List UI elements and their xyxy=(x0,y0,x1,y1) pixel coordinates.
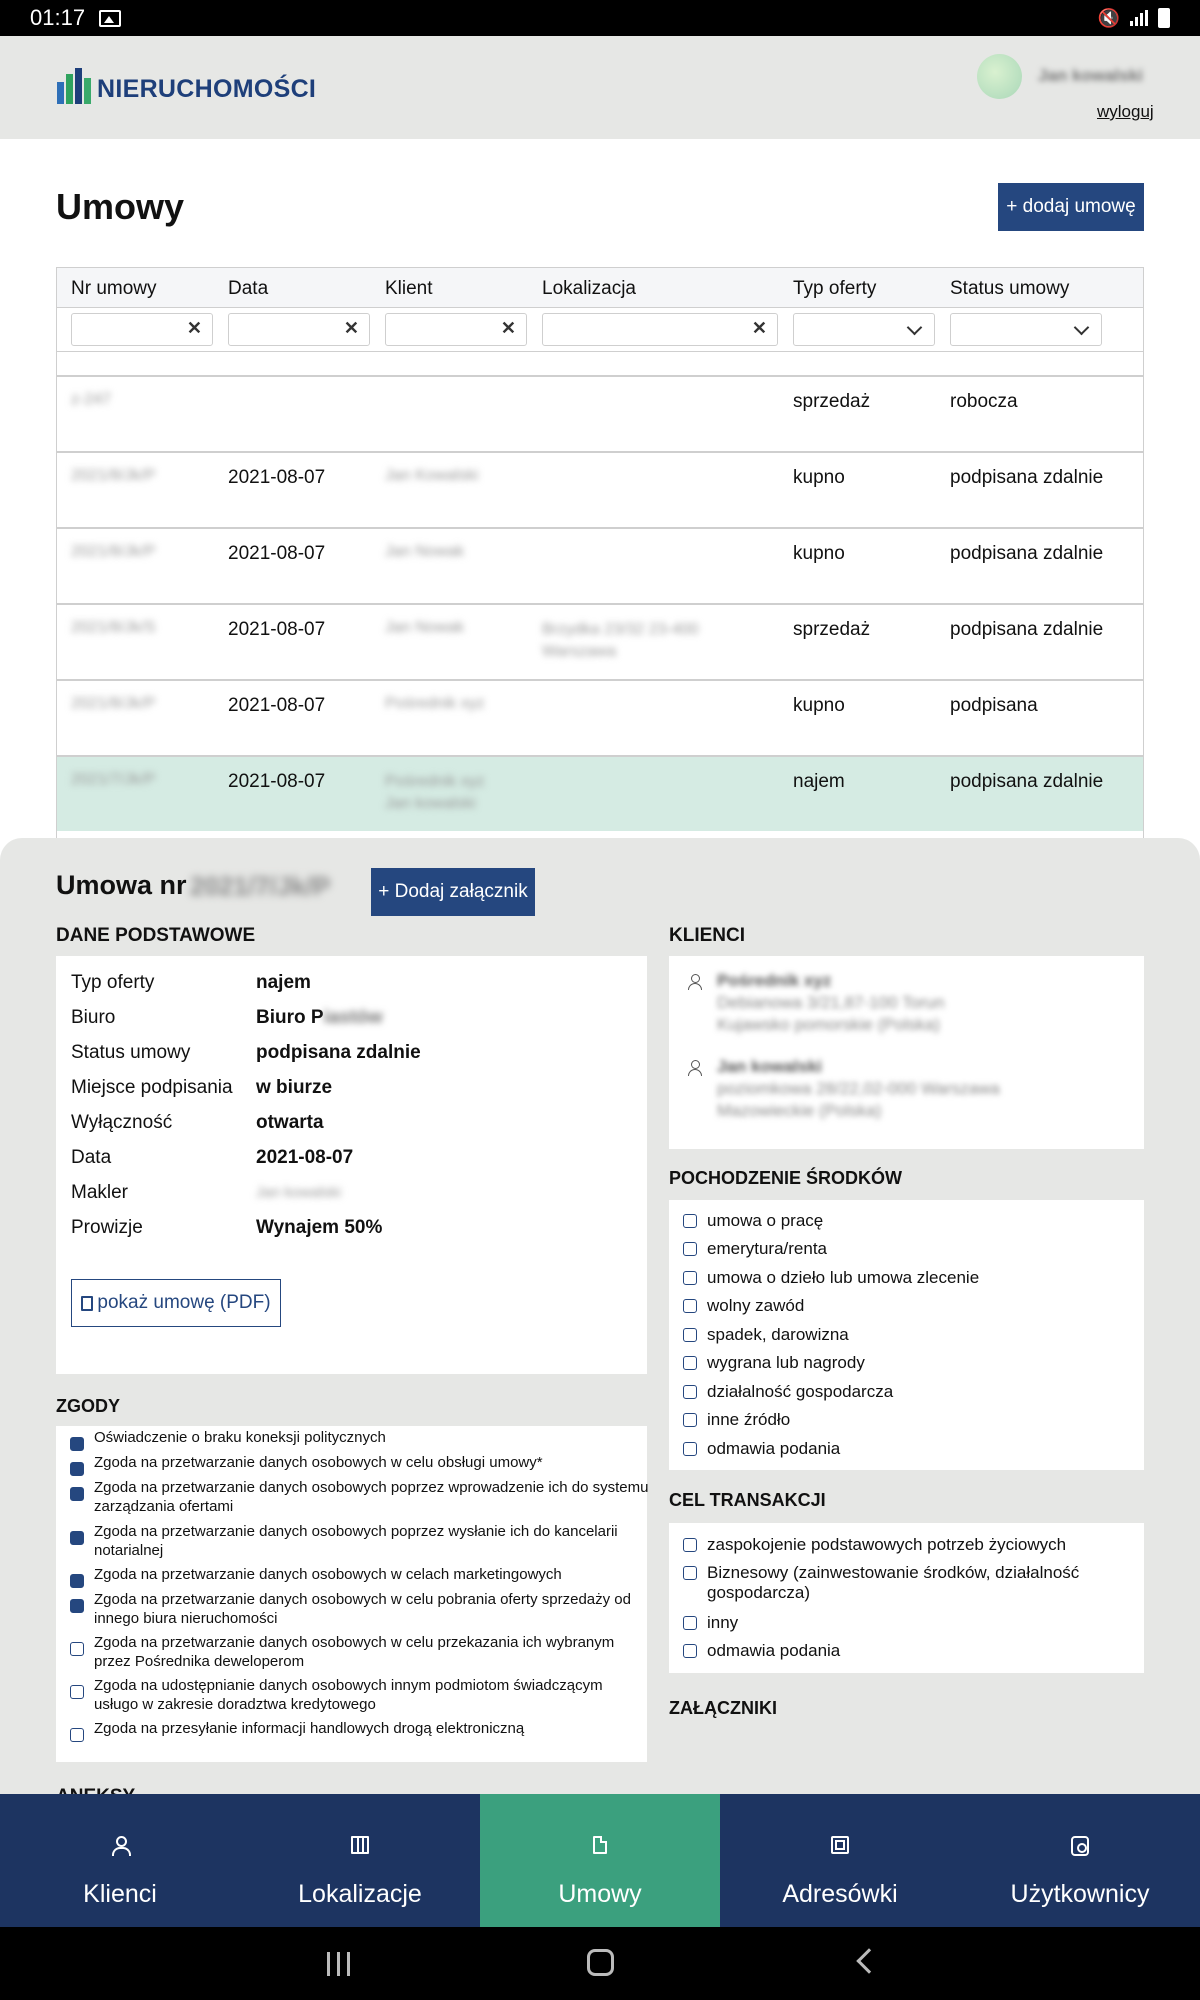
basic-key: Data xyxy=(71,1147,112,1168)
person-icon xyxy=(111,1836,129,1854)
app-header xyxy=(0,36,1200,139)
nav-item-klienci[interactable] xyxy=(0,1794,240,1927)
funds-label: wolny zawód xyxy=(707,1296,805,1315)
cell-nr: 2021/8/Jk/P xyxy=(71,543,156,560)
client-address: Debianowa 3/21,87-100 Torun xyxy=(717,993,945,1012)
cell-date: 2021-08-07 xyxy=(228,771,326,792)
consent-item[interactable] xyxy=(70,1478,650,1516)
purpose-option[interactable] xyxy=(683,1641,1123,1661)
contracts-table xyxy=(56,267,1144,839)
checkbox[interactable] xyxy=(683,1214,697,1228)
cell-offer-type: kupno xyxy=(793,543,845,564)
cell-date: 2021-08-07 xyxy=(228,695,326,716)
nav-label: Lokalizacje xyxy=(298,1880,422,1908)
recent-apps-icon[interactable] xyxy=(327,1952,350,1976)
cell-offer-type: sprzedaż xyxy=(793,619,871,640)
signal-icon xyxy=(1130,10,1148,26)
cell-nr: z-247 xyxy=(71,391,112,408)
clear-icon[interactable]: ✕ xyxy=(500,318,516,338)
cell-status: podpisana xyxy=(950,695,1038,716)
cell-client: Jan Nowak xyxy=(385,619,465,636)
table-row[interactable] xyxy=(57,375,1143,451)
column-header-location[interactable]: Lokalizacja xyxy=(542,278,636,299)
nav-label: Klienci xyxy=(83,1880,157,1908)
filter-status-select[interactable] xyxy=(950,313,1102,346)
checkbox[interactable] xyxy=(683,1299,697,1313)
consent-label: Zgoda na przetwarzanie danych osobowych w celu przekazania ich wybranym przez Pośrednika deweloperom xyxy=(94,1634,615,1670)
checkbox[interactable] xyxy=(70,1487,84,1501)
consent-label: Zgoda na przetwarzanie danych osobowych w celu obsługi umowy* xyxy=(94,1454,543,1471)
attachments-heading: ZAŁĄCZNIKI xyxy=(669,1698,777,1718)
consent-label: Zgoda na przetwarzanie danych osobowych poprzez wprowadzenie ich do systemu zarządzania ofertami xyxy=(94,1479,649,1515)
basic-value: Jan kowalski xyxy=(256,1184,342,1201)
nav-label: Użytkownicy xyxy=(1010,1880,1150,1908)
purpose-label: odmawia podania xyxy=(707,1641,841,1660)
cell-offer-type: kupno xyxy=(793,695,845,716)
filter-client-input[interactable] xyxy=(385,313,527,346)
cell-status: robocza xyxy=(950,391,1018,412)
gallery-notification-icon xyxy=(99,10,121,27)
checkbox[interactable] xyxy=(70,1685,84,1699)
checkbox[interactable] xyxy=(683,1616,697,1630)
person-icon xyxy=(687,1060,703,1076)
nav-label: Umowy xyxy=(558,1880,642,1908)
checkbox[interactable] xyxy=(683,1242,697,1256)
consent-item[interactable] xyxy=(70,1590,650,1628)
client-info xyxy=(717,970,944,1036)
funds-label: umowa o pracę xyxy=(707,1211,824,1230)
consent-label: Zgoda na przetwarzanie danych osobowych poprzez wysłanie ich do kancelarii notarialnej xyxy=(94,1523,618,1559)
cell-status: podpisana zdalnie xyxy=(950,467,1104,488)
purpose-option[interactable] xyxy=(683,1613,1123,1633)
cell-status: podpisana zdalnie xyxy=(950,771,1104,792)
basic-value: podpisana zdalnie xyxy=(256,1042,421,1063)
person-icon xyxy=(687,974,703,990)
bottom-navigation xyxy=(0,1794,1200,1927)
checkbox[interactable] xyxy=(70,1531,84,1545)
status-time: 01:17 xyxy=(30,5,86,30)
status-bar xyxy=(0,0,1200,36)
funds-label: odmawia podania xyxy=(707,1439,841,1458)
funds-option[interactable] xyxy=(683,1353,1123,1373)
checkbox[interactable] xyxy=(683,1413,697,1427)
table-row[interactable] xyxy=(57,679,1143,755)
basic-key: Makler xyxy=(71,1182,129,1203)
show-pdf-button[interactable] xyxy=(71,1279,281,1327)
filter-location-input[interactable] xyxy=(542,313,778,346)
filter-date-input[interactable] xyxy=(228,313,370,346)
page-title: Umowy xyxy=(56,186,185,227)
purpose-label: Biznesowy (zainwestowanie środków, działalność gospodarcza) xyxy=(707,1563,1080,1602)
funds-option[interactable] xyxy=(683,1439,1123,1459)
funds-heading: POCHODZENIE ŚRODKÓW xyxy=(669,1168,903,1188)
battery-icon xyxy=(1158,8,1170,28)
consent-label: Oświadczenie o braku koneksji politycznych xyxy=(94,1429,386,1446)
column-header-status[interactable]: Status umowy xyxy=(950,278,1070,299)
cell-status: podpisana zdalnie xyxy=(950,619,1104,640)
table-row[interactable] xyxy=(57,527,1143,603)
client-info xyxy=(717,1056,1000,1122)
brand-logo[interactable] xyxy=(57,68,316,104)
checkbox[interactable] xyxy=(683,1271,697,1285)
consent-item[interactable] xyxy=(70,1522,650,1560)
checkbox[interactable] xyxy=(683,1356,697,1370)
chevron-down-icon xyxy=(1074,320,1090,336)
funds-label: wygrana lub nagrody xyxy=(707,1353,865,1372)
table-row[interactable] xyxy=(57,603,1143,679)
purpose-label: inny xyxy=(707,1613,739,1632)
clear-icon[interactable]: ✕ xyxy=(751,318,767,338)
funds-label: spadek, darowizna xyxy=(707,1325,849,1344)
client-entry[interactable] xyxy=(687,1056,1000,1122)
funds-label: działalność gospodarcza xyxy=(707,1382,894,1401)
checkbox[interactable] xyxy=(70,1437,84,1451)
funds-label: emerytura/renta xyxy=(707,1239,827,1258)
basic-value: Wynajem 50% xyxy=(256,1217,383,1238)
cell-nr: 2021/8/Jk/S xyxy=(71,619,156,636)
checkbox[interactable] xyxy=(683,1566,697,1580)
logout-link[interactable]: wyloguj xyxy=(1097,102,1154,121)
cell-date: 2021-08-07 xyxy=(228,467,326,488)
nav-item-uzytkownicy[interactable] xyxy=(960,1794,1200,1927)
client-entry[interactable] xyxy=(687,970,944,1036)
basic-key: Biuro xyxy=(71,1007,116,1028)
funds-option[interactable] xyxy=(683,1239,1123,1259)
checkbox[interactable] xyxy=(70,1728,84,1742)
cell-client: Pośrednik xyz Jan kowalski xyxy=(385,773,485,812)
funds-label: inne źródło xyxy=(707,1410,791,1429)
basic-value: Biuro Piastów xyxy=(256,1007,383,1028)
cell-nr: 2021/8/Jk/P xyxy=(71,467,156,484)
details-title: Umowa nr xyxy=(56,870,187,900)
basic-data-card xyxy=(56,956,647,1374)
basic-data-heading: DANE PODSTAWOWE xyxy=(56,925,256,946)
checkbox[interactable] xyxy=(70,1462,84,1476)
consent-label: Zgoda na przesyłanie informacji handlowych drogą elektroniczną xyxy=(94,1720,525,1737)
consent-item[interactable] xyxy=(70,1719,650,1742)
filter-row xyxy=(57,308,1143,351)
checkbox[interactable] xyxy=(683,1328,697,1342)
consent-label: Zgoda na przetwarzanie danych osobowych w celu pobrania oferty sprzedaży od innego biura nieruchomości xyxy=(94,1591,631,1627)
purpose-heading: CEL TRANSAKCJI xyxy=(669,1490,826,1510)
basic-key: Miejsce podpisania xyxy=(71,1077,233,1098)
cell-nr: 2021/8/Jk/P xyxy=(71,695,156,712)
purpose-card xyxy=(669,1523,1144,1673)
purpose-label: zaspokojenie podstawowych potrzeb życiowych xyxy=(707,1535,1067,1554)
consent-item[interactable] xyxy=(70,1565,650,1588)
client-name: Pośrednik xyz xyxy=(717,971,832,990)
consent-item[interactable] xyxy=(70,1633,650,1671)
cell-offer-type: najem xyxy=(793,771,845,792)
purpose-option[interactable] xyxy=(683,1563,1123,1603)
logo-icon xyxy=(57,68,91,104)
cell-status: podpisana zdalnie xyxy=(950,543,1104,564)
user-name: Jan kowalski xyxy=(1038,66,1143,85)
consent-item[interactable] xyxy=(70,1676,650,1714)
brand-name: NIERUCHOMOŚCI xyxy=(97,75,317,103)
filter-nr-input[interactable] xyxy=(71,313,213,346)
cell-client: Jan Kowalski xyxy=(385,467,479,484)
show-pdf-label: pokaż umowę (PDF) xyxy=(97,1292,271,1313)
funds-card xyxy=(669,1200,1144,1470)
consent-item[interactable] xyxy=(70,1428,650,1451)
mute-icon: 🔇 xyxy=(1097,7,1120,28)
consents-heading: ZGODY xyxy=(56,1396,121,1416)
basic-value: otwarta xyxy=(256,1112,324,1133)
clear-icon[interactable]: ✕ xyxy=(343,318,359,338)
consent-label: Zgoda na udostępnianie danych osobowych innym podmiotom świadczącym usługo w zakresie doradztwa kredytowego xyxy=(94,1677,603,1713)
clients-heading: KLIENCI xyxy=(669,925,745,946)
cell-client: Jan Nowak xyxy=(385,543,465,560)
basic-key: Typ oferty xyxy=(71,972,155,993)
address-icon xyxy=(831,1836,849,1854)
cell-offer-type: kupno xyxy=(793,467,845,488)
column-header-offer-type[interactable]: Typ oferty xyxy=(793,278,877,299)
checkbox[interactable] xyxy=(70,1642,84,1656)
cell-date: 2021-08-07 xyxy=(228,543,326,564)
funds-option[interactable] xyxy=(683,1296,1123,1316)
basic-key: Wyłączność xyxy=(71,1112,173,1133)
gear-icon xyxy=(1071,1836,1089,1856)
cell-location: Brzydka 23/32 23-400 Warszawa xyxy=(542,621,699,660)
cell-offer-type: sprzedaż xyxy=(793,391,871,412)
cell-nr: 2021/7/Jk/P xyxy=(71,771,156,788)
system-navigation-bar xyxy=(0,1927,1200,2000)
status-icons xyxy=(1098,8,1170,29)
table-row[interactable] xyxy=(57,451,1143,527)
chevron-down-icon xyxy=(907,320,923,336)
table-spacer xyxy=(57,351,1143,375)
table-header xyxy=(57,268,1143,308)
pdf-file-icon xyxy=(81,1296,93,1311)
basic-value: w biurze xyxy=(256,1077,333,1098)
checkbox[interactable] xyxy=(70,1599,84,1613)
nav-label: Adresówki xyxy=(782,1880,898,1908)
contract-details-panel xyxy=(0,838,1200,1795)
map-icon xyxy=(351,1836,369,1854)
client-name: Jan kowalski xyxy=(717,1057,822,1076)
funds-label: umowa o dzieło lub umowa zlecenie xyxy=(707,1268,980,1287)
consents-card xyxy=(56,1426,647,1762)
add-attachment-button[interactable]: + Dodaj załącznik xyxy=(371,868,535,916)
consent-label: Zgoda na przetwarzanie danych osobowych w celach marketingowych xyxy=(94,1566,562,1583)
cell-date: 2021-08-07 xyxy=(228,619,326,640)
back-icon[interactable] xyxy=(856,1948,881,1973)
add-contract-button[interactable]: + dodaj umowę xyxy=(998,183,1144,231)
checkbox[interactable] xyxy=(683,1442,697,1456)
basic-key: Status umowy xyxy=(71,1042,191,1063)
checkbox[interactable] xyxy=(683,1644,697,1658)
nav-item-umowy[interactable] xyxy=(480,1794,720,1927)
funds-option[interactable] xyxy=(683,1211,1123,1231)
client-region: Mazowieckie (Polska) xyxy=(717,1101,882,1120)
funds-option[interactable] xyxy=(683,1268,1123,1288)
clients-card xyxy=(669,956,1144,1149)
table-row-selected[interactable] xyxy=(57,755,1143,831)
clear-icon[interactable]: ✕ xyxy=(186,318,202,338)
funds-option[interactable] xyxy=(683,1410,1123,1430)
client-region: Kujawsko pomorskie (Polska) xyxy=(717,1015,940,1034)
details-number: 2021/7/Jk/P xyxy=(190,871,331,901)
checkbox[interactable] xyxy=(683,1538,697,1552)
nav-item-lokalizacje[interactable] xyxy=(240,1794,480,1927)
user-avatar[interactable] xyxy=(977,54,1022,99)
client-address: poziomkowa 28/22,02-000 Warszawa xyxy=(717,1079,1000,1098)
filter-offer-type-select[interactable] xyxy=(793,313,935,346)
document-icon xyxy=(593,1836,607,1854)
checkbox[interactable] xyxy=(683,1385,697,1399)
checkbox[interactable] xyxy=(70,1574,84,1588)
home-icon[interactable] xyxy=(587,1949,614,1976)
consent-item[interactable] xyxy=(70,1453,650,1476)
nav-item-adresowki[interactable] xyxy=(720,1794,960,1927)
cell-client: Pośrednik xyz xyxy=(385,695,485,712)
column-header-client[interactable]: Klient xyxy=(385,278,433,299)
purpose-option[interactable] xyxy=(683,1535,1123,1555)
column-header-date[interactable]: Data xyxy=(228,278,269,299)
basic-key: Prowizje xyxy=(71,1217,143,1238)
funds-option[interactable] xyxy=(683,1382,1123,1402)
basic-value: 2021-08-07 xyxy=(256,1147,354,1168)
funds-option[interactable] xyxy=(683,1325,1123,1345)
column-header-nr[interactable]: Nr umowy xyxy=(71,278,157,299)
basic-value: najem xyxy=(256,972,311,993)
